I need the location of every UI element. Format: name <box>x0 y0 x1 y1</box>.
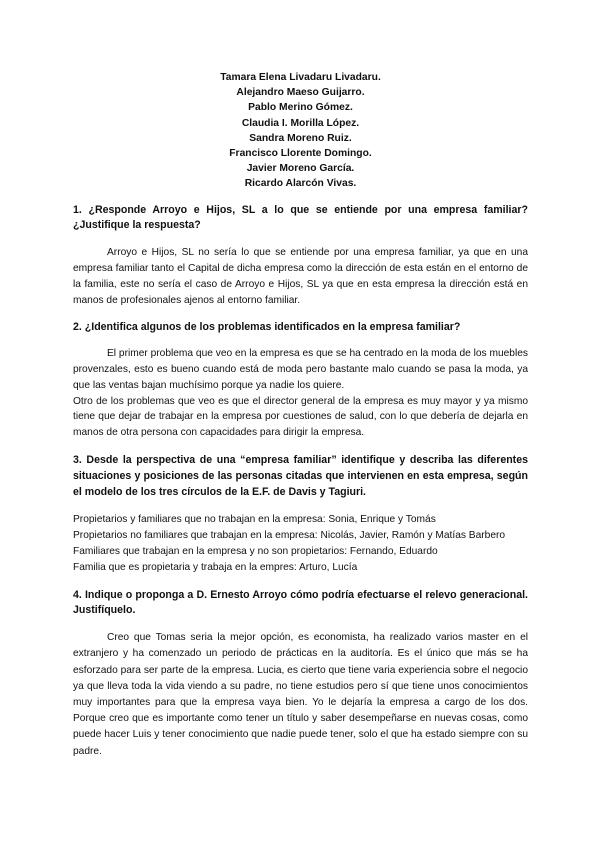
question-2-answer-paragraph: El primer problema que veo en la empresa es que se ha centrado en la moda de los muebles provenzales, esto es bueno cuando está de moda pero bastante malo cuando se pasa la moda, ya que las ventas bajan muchísimo porque ya nadie los quiere. <box>73 348 528 391</box>
author-name: Alejandro Maeso Guijarro. <box>236 87 365 99</box>
question-4-heading: 4. Indique o proponga a D. Ernesto Arroyo cómo podría efectuarse el relevo generacional. Justifíquelo. <box>73 588 528 617</box>
question-3-heading: 3. Desde la perspectiva de una “empresa familiar” identifique y describa las diferentes situaciones y posiciones de las personas citadas que intervienen en esta empresa, según el modelo de los tres círculos de la E.F. de Davis y Tagiuri. <box>73 453 528 498</box>
document-page <box>73 70 528 760</box>
question-2-answer-paragraph: Otro de los problemas que veo es que el director general de la empresa es muy mayor y ya mismo tiene que dejar de trabajar en la empresa por cuestiones de salud, con lo que debería de dejarla en manos de otra persona con capacidades para dirigir la empresa. <box>73 395 528 439</box>
author-name: Francisco Llorente Domingo. <box>229 148 372 160</box>
author-name: Tamara Elena Livadaru Livadaru. <box>220 72 381 83</box>
question-1-answer: Arroyo e Hijos, SL no sería lo que se entiende por una empresa familiar, ya que en una empresa familiar tanto el Capital de dicha empresa como la dirección de esta están en el entorno de la familia, este no sería el caso de Arroyo e Hijos, SL ya que en esta empresa la dirección está en manos de profesionales ajenos al entorno familiar. <box>73 247 528 306</box>
author-name: Claudia I. Morilla López. <box>241 117 360 129</box>
question-3-answer-line: Familia que es propietaria y trabaja en la empres: Arturo, Lucía <box>73 561 358 573</box>
question-2-heading: 2. ¿Identifica algunos de los problemas identificados en la empresa familiar? <box>73 321 461 334</box>
question-3-answer-list <box>73 512 528 575</box>
author-list <box>73 70 528 192</box>
author-name: Ricardo Alarcón Vivas. <box>244 178 357 190</box>
question-3-answer-line: Familiares que trabajan en la empresa y no son propietarios: Fernando, Eduardo <box>73 545 438 557</box>
author-name: Pablo Merino Gómez. <box>248 102 353 114</box>
author-name: Sandra Moreno Ruiz. <box>249 132 352 144</box>
question-1-heading: 1. ¿Responde Arroyo e Hijos, SL a lo que se entiende por una empresa familiar? ¿Justifique la respuesta? <box>73 203 528 232</box>
question-3-answer-line: Propietarios y familiares que no trabajan en la empresa: Sonia, Enrique y Tomás <box>73 514 436 526</box>
author-name: Javier Moreno García. <box>246 163 355 175</box>
question-4-answer: Creo que Tomas seria la mejor opción, es economista, ha realizado varios master en el extranjero y ha comenzado un periodo de prácticas en la auditoría. Es el único que más se ha esforzado para ser parte de la empresa. Lucia, es cierto que tiene varia experiencia sobre el negocio ya que lleva toda la vida viendo a su padre, no tiene estudios pero sí que tiene unos conocimientos muy importantes para que la empresa vaya bien. Yo le dejaría la empresa a cargo de los dos. Porque creo que es importante como tener un título y saber desempeñarse en nuevas cosas, como puede hacer Luis y tener conocimiento que nadie puede tener, solo el que ha estado siempre con su padre. <box>73 632 528 757</box>
question-3-answer-line: Propietarios no familiares que trabajan en la empresa: Nicolás, Javier, Ramón y Matías Barbero <box>73 530 506 542</box>
